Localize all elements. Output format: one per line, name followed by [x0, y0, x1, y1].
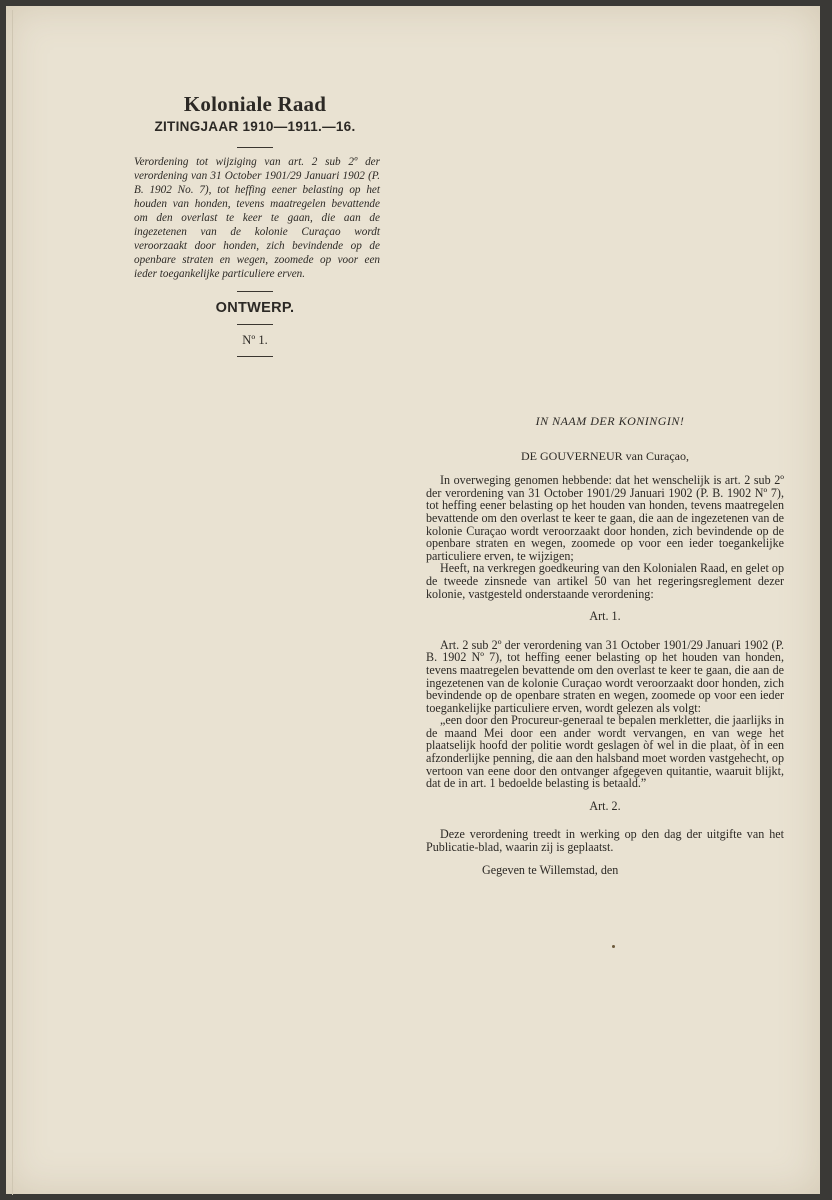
article-1-heading: Art. 1. [589, 609, 621, 624]
divider [237, 324, 273, 325]
divider [237, 356, 273, 357]
article-2-text: Deze verordening treedt in werking op den dag der uitgifte van het Publicatie-blad, waarin zij is geplaatst. [426, 827, 784, 855]
ink-spot [612, 945, 615, 948]
divider [237, 147, 273, 148]
header-block [130, 92, 380, 357]
article-1-quote: „een door den Procureur-generaal te bepalen merkletter, die jaarlijks in de maand Mei door een ander wordt vervangen, en van wege het plaatselijk hoofd der politie wordt geslagen òf wel in die plaat, òf in een afzonderlijke penning, die aan den halsband moet worden vastgehecht, op vertoon van eene door den ontvanger afgegeven quitantie, waaruit blijkt, dat de in art. 1 bedoelde belasting is betaald.” [426, 713, 784, 791]
ordinance-body [426, 415, 784, 876]
enacting-paragraph: Heeft, na verkregen goedkeuring van den Kolonialen Raad, en gelet op de tweede zinsnede van artikel 50 van het regeringsreglement dezer kolonie, vastgesteld onderstaande verordening: [426, 561, 784, 601]
draft-number: Nº 1. [242, 333, 268, 347]
divider [237, 291, 273, 292]
considering-paragraph: In overweging genomen hebbende: dat het wenschelijk is art. 2 sub 2º der verordening van 31 October 1901/29 Januari 1902 (P. B. 1902 Nº 7), tot heffing eener belasting op het houden van honden, tevens maatregelen bevattende om den overlast te keer te gaan, die aan de ingezetenen van de kolonie Curaçao wordt veroorzaakt door honden, zich bevindende op de openbare straten en wegen, zoomede op voor een ieder toegankelijke particuliere erven, te wijzigen; [426, 473, 784, 563]
article-1-text: Art. 2 sub 2º der verordening van 31 October 1901/29 Januari 1902 (P. B. 1902 Nº 7), tot heffing eener belasting op het houden van honden, tevens maatregelen bevattende om den overlast te keer te gaan, die aan de ingezetenen van de kolonie Curaçao wordt veroorzaakt door honden, zich bevindende op de openbare straten en wegen, zoomede op voor een ieder toegankelijke particuliere erven, wordt gelezen als volgt: [426, 637, 784, 715]
given-at-line: Gegeven te Willemstad, den [482, 862, 619, 877]
council-title: Koloniale Raad [183, 92, 327, 116]
draft-label: ONTWERP. [215, 300, 295, 316]
article-2-heading: Art. 2. [589, 798, 621, 813]
governor-heading: DE GOUVERNEUR van Curaçao, [521, 448, 689, 463]
invocation: IN NAAM DER KONINGIN! [535, 414, 685, 428]
ordinance-summary: Verordening tot wijziging van art. 2 sub 2º der verordening van 31 October 1901/29 Januari 1902 (P. B. 1902 No. 7), tot heffing eener belasting op het houden van honden, tevens maatregelen bevattende om den overlast te keer te gaan, die aan de ingezetenen van de kolonie Curaçao wordt veroorzaakt door honden, zich bevindende op de openbare straten en wegen, zoomede op voor een ieder toegankelijke particuliere erven. [134, 156, 380, 280]
session-year: ZITINGJAAR 1910—1911.—16. [154, 119, 356, 134]
